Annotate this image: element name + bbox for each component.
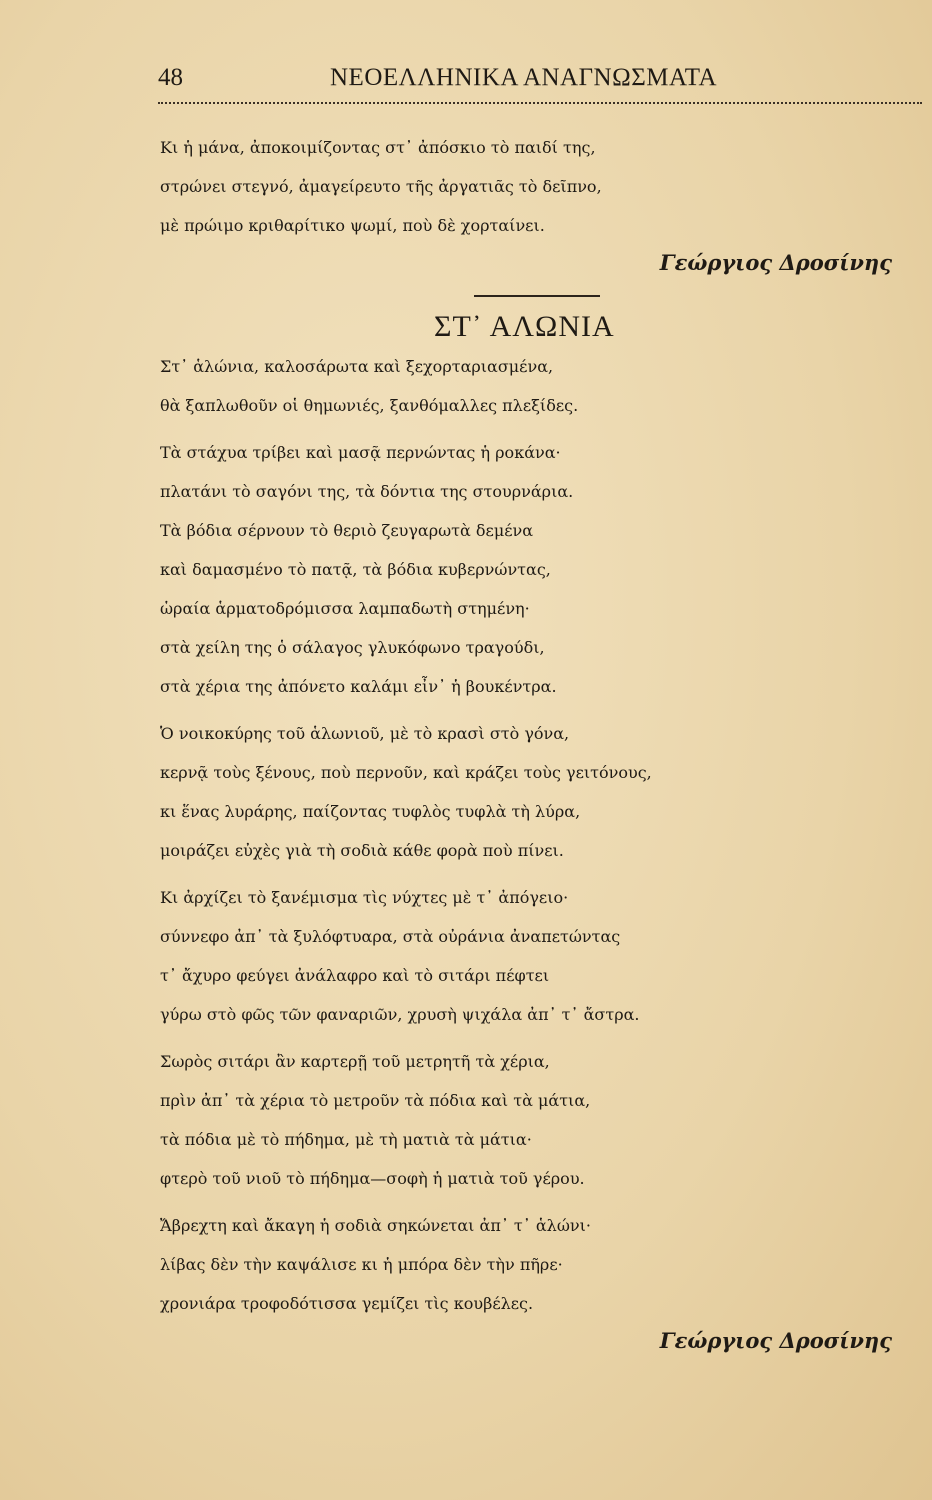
poem-line: φτερὸ τοῦ νιοῦ τὸ πήδημα—σοφὴ ἡ ματιὰ τοῦ γέρου.: [160, 1169, 585, 1188]
running-head: [158, 64, 922, 100]
poem-line: Σωρὸς σιτάρι ἂν καρτερῇ τοῦ μετρητῆ τὰ χέρια,: [160, 1052, 550, 1071]
poem-line: Τὰ στάχυα τρίβει καὶ μασᾷ περνώντας ἡ ροκάνα·: [160, 443, 561, 462]
poem-line: στὰ χέρια της ἀπόνετο καλάμι εἶν᾽ ἡ βουκέντρα.: [160, 677, 557, 696]
poem-line: ὡραία ἁρματοδρόμισσα λαμπαδωτὴ στημένη·: [160, 599, 530, 618]
poem-line: πλατάνι τὸ σαγόνι της, τὰ δόντια της στουρνάρια.: [160, 482, 574, 501]
header-rule: [158, 102, 922, 104]
poem-line: Κι ἡ μάνα, ἀποκοιμίζοντας στ᾽ ἀπόσκιο τὸ παιδί της,: [160, 138, 596, 157]
poem-line: πρὶν ἀπ᾽ τὰ χέρια τὸ μετροῦν τὰ πόδια καὶ τὰ μάτια,: [160, 1091, 591, 1110]
poem-line: στρώνει στεγνό, ἀμαγείρευτο τῆς ἀργατιᾶς τὸ δεῖπνο,: [160, 177, 602, 196]
stanza-gap: [160, 1198, 920, 1206]
text-block: [160, 128, 920, 1359]
poem-line: καὶ δαμασμένο τὸ πατᾷ, τὰ βόδια κυβερνώντας,: [160, 560, 551, 579]
stanza-gap: [160, 706, 920, 714]
poem-line: τὰ πόδια μὲ τὸ πήδημα, μὲ τὴ ματιὰ τὰ μάτια·: [160, 1130, 532, 1149]
stanza-gap: [160, 425, 920, 433]
header-title: ΝΕΟΕΛΛΗΝΙΚΑ ΑΝΑΓΝΩΣΜΑΤΑ: [330, 64, 718, 91]
page-number: 48: [158, 64, 183, 91]
poem-line: Ὁ νοικοκύρης τοῦ ἁλωνιοῦ, μὲ τὸ κρασὶ στὸ γόνα,: [160, 724, 570, 743]
poem-line: Στ᾽ ἁλώνια, καλοσάρωτα καὶ ξεχορταριασμένα,: [160, 357, 554, 376]
section-divider: [474, 295, 600, 297]
poem-line: κερνᾷ τοὺς ξένους, ποὺ περνοῦν, καὶ κράζει τοὺς γειτόνους,: [160, 763, 652, 782]
poem-line: τ᾽ ἄχυρο φεύγει ἀνάλαφρο καὶ τὸ σιτάρι πέφτει: [160, 966, 550, 985]
poem-line: μὲ πρώιμο κριθαρίτικο ψωμί, ποὺ δὲ χορταίνει.: [160, 216, 545, 235]
stanza-gap: [160, 870, 920, 878]
poem-line: μοιράζει εὐχὲς γιὰ τὴ σοδιὰ κάθε φορὰ ποὺ πίνει.: [160, 841, 564, 860]
poem-line: Ἄβρεχτη καὶ ἄκαγη ἡ σοδιὰ σηκώνεται ἀπ᾽ τ᾽ ἁλώνι·: [160, 1216, 591, 1235]
poem-line: λίβας δὲν τὴν καψάλισε κι ἡ μπόρα δὲν τὴν πῆρε·: [160, 1255, 563, 1274]
stanza-gap: [160, 1034, 920, 1042]
poem-line: Κι ἀρχίζει τὸ ξανέμισμα τὶς νύχτες μὲ τ᾽ ἀπόγειο·: [160, 888, 569, 907]
poem-line: σύννεφο ἀπ᾽ τὰ ξυλόφτυαρα, στὰ οὐράνια ἀναπετώντας: [160, 927, 621, 946]
author-signature: Γεώργιος Δροσίνης: [659, 1328, 892, 1353]
poem-line: κι ἕνας λυράρης, παίζοντας τυφλὸς τυφλὰ τὴ λύρα,: [160, 802, 581, 821]
poem-line: στὰ χείλη της ὁ σάλαγος γλυκόφωνο τραγούδι,: [160, 638, 545, 657]
poem-line: χρονιάρα τροφοδότισσα γεμίζει τὶς κουβέλες.: [160, 1294, 534, 1313]
poem-line: Τὰ βόδια σέρνουν τὸ θεριὸ ζευγαρωτὰ δεμένα: [160, 521, 534, 540]
poem-line: θὰ ξαπλωθοῦν οἱ θημωνιές, ξανθόμαλλες πλεξίδες.: [160, 396, 579, 415]
poem-title: ΣΤ᾽ ΑΛΩΝΙΑ: [434, 310, 615, 343]
poem-line: γύρω στὸ φῶς τῶν φαναριῶν, χρυσὴ ψιχάλα ἀπ᾽ τ᾽ ἄστρα.: [160, 1005, 640, 1024]
author-signature: Γεώργιος Δροσίνης: [659, 250, 892, 275]
